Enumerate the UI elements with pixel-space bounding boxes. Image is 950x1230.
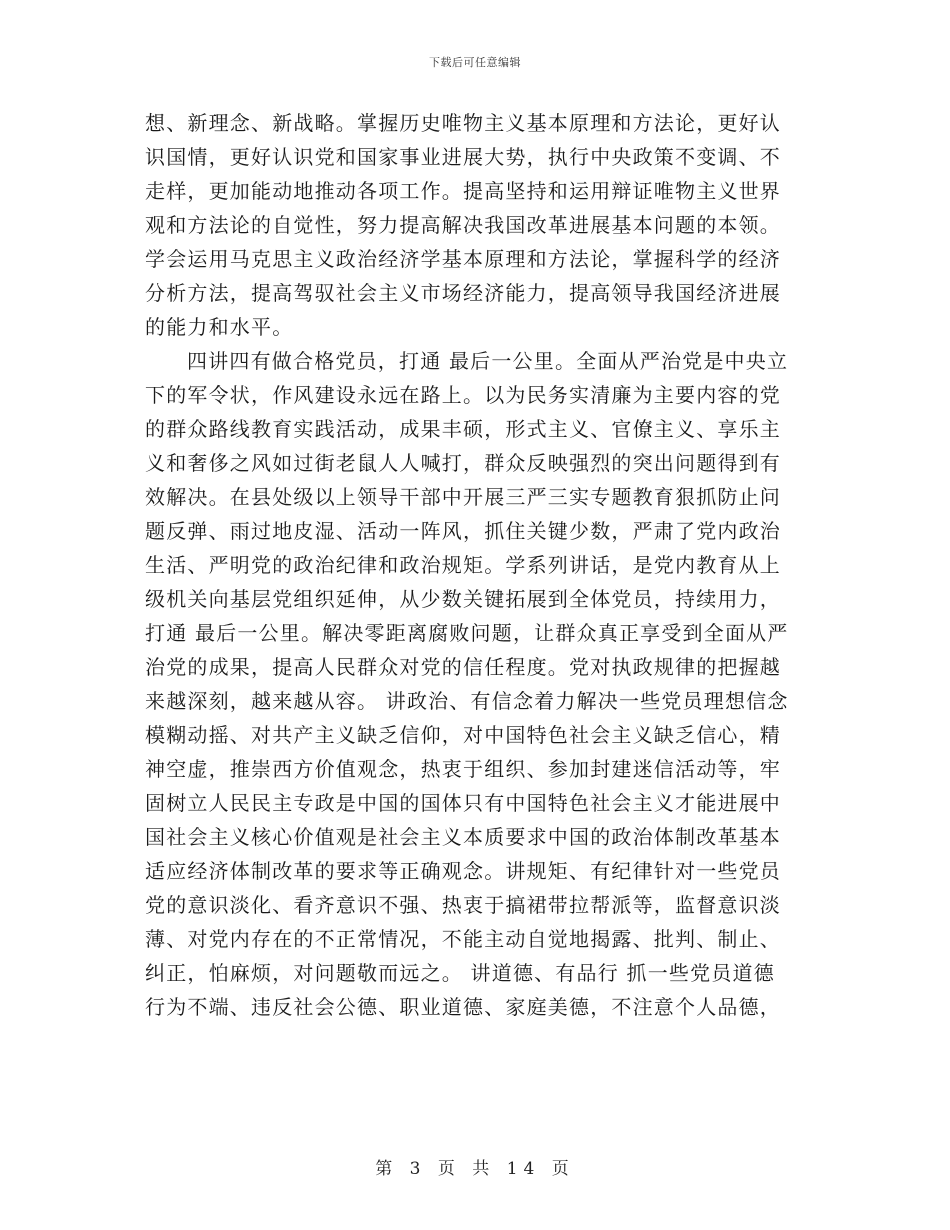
- text-line: 题反弹、雨过地皮湿、活动一阵风，抓住关键少数，严肃了党内政治: [145, 519, 781, 543]
- text-line: 打通 最后一公里。解决零距离腐败问题，让群众真正享受到全面从严: [145, 621, 789, 645]
- document-body: [145, 106, 813, 1024]
- text-line: 治党的成果，提高人民群众对党的信任程度。党对执政规律的把握越: [145, 655, 781, 679]
- text-line: 走样，更加能动地推动各项工作。提高坚持和运用辩证唯物主义世界: [145, 179, 781, 203]
- text-line: 固树立人民民主专政是中国的国体只有中国特色社会主义才能进展中: [145, 791, 781, 815]
- paragraph-1: [145, 106, 813, 344]
- text-line: 薄、对党内存在的不正常情况，不能主动自觉地揭露、批判、制止、: [145, 927, 781, 951]
- text-line: 分析方法，提高驾驭社会主义市场经济能力，提高领导我国经济进展: [145, 281, 781, 305]
- text-line: 级机关向基层党组织延伸，从少数关键拓展到全体党员，持续用力，: [145, 587, 781, 611]
- paragraph-2: [145, 344, 813, 1024]
- text-line: 适应经济体制改革的要求等正确观念。讲规矩、有纪律针对一些党员: [145, 859, 781, 883]
- text-line: 想、新理念、新战略。掌握历史唯物主义基本原理和方法论，更好认: [145, 111, 781, 135]
- text-line: 效解决。在县处级以上领导干部中开展三严三实专题教育狠抓防止问: [145, 485, 781, 509]
- text-line: 四讲四有做合格党员，打通 最后一公里。全面从严治党是中央立: [187, 349, 789, 373]
- text-line: 生活、严明党的政治纪律和政治规矩。学系列讲话，是党内教育从上: [145, 553, 781, 577]
- text-line: 党的意识淡化、看齐意识不强、热衷于搞裙带拉帮派等，监督意识淡: [145, 893, 781, 917]
- text-line: 神空虚，推崇西方价值观念，热衷于组织、参加封建迷信活动等，牢: [145, 757, 781, 781]
- text-line: 识国情，更好认识党和国家事业进展大势，执行中央政策不变调、不: [145, 145, 781, 169]
- text-line: 的能力和水平。: [145, 315, 294, 339]
- page-header: 下载后可任意编辑: [429, 56, 521, 69]
- text-line: 来越深刻，越来越从容。 讲政治、有信念着力解决一些党员理想信念: [145, 689, 789, 713]
- text-line: 纠正，怕麻烦，对问题敬而远之。 讲道德、有品行 抓一些党员道德: [145, 961, 775, 985]
- text-line: 学会运用马克思主义政治经济学基本原理和方法论，掌握科学的经济: [145, 247, 781, 271]
- text-line: 模糊动摇、对共产主义缺乏信仰，对中国特色社会主义缺乏信心，精: [145, 723, 781, 747]
- text-line: 观和方法论的自觉性，努力提高解决我国改革进展基本问题的本领。: [145, 213, 781, 237]
- text-line: 的群众路线教育实践活动，成果丰硕，形式主义、官僚主义、享乐主: [145, 417, 781, 441]
- text-line: 下的军令状，作风建设永远在路上。以为民务实清廉为主要内容的党: [145, 383, 781, 407]
- text-line: 义和奢侈之风如过街老鼠人人喊打，群众反映强烈的突出问题得到有: [145, 451, 781, 475]
- text-line: 国社会主义核心价值观是社会主义本质要求中国的政治体制改革基本: [145, 825, 781, 849]
- text-line: 行为不端、违反社会公德、职业道德、家庭美德，不注意个人品德，: [145, 995, 781, 1019]
- page-number-footer: 第 3 页 共 14 页: [375, 1159, 575, 1179]
